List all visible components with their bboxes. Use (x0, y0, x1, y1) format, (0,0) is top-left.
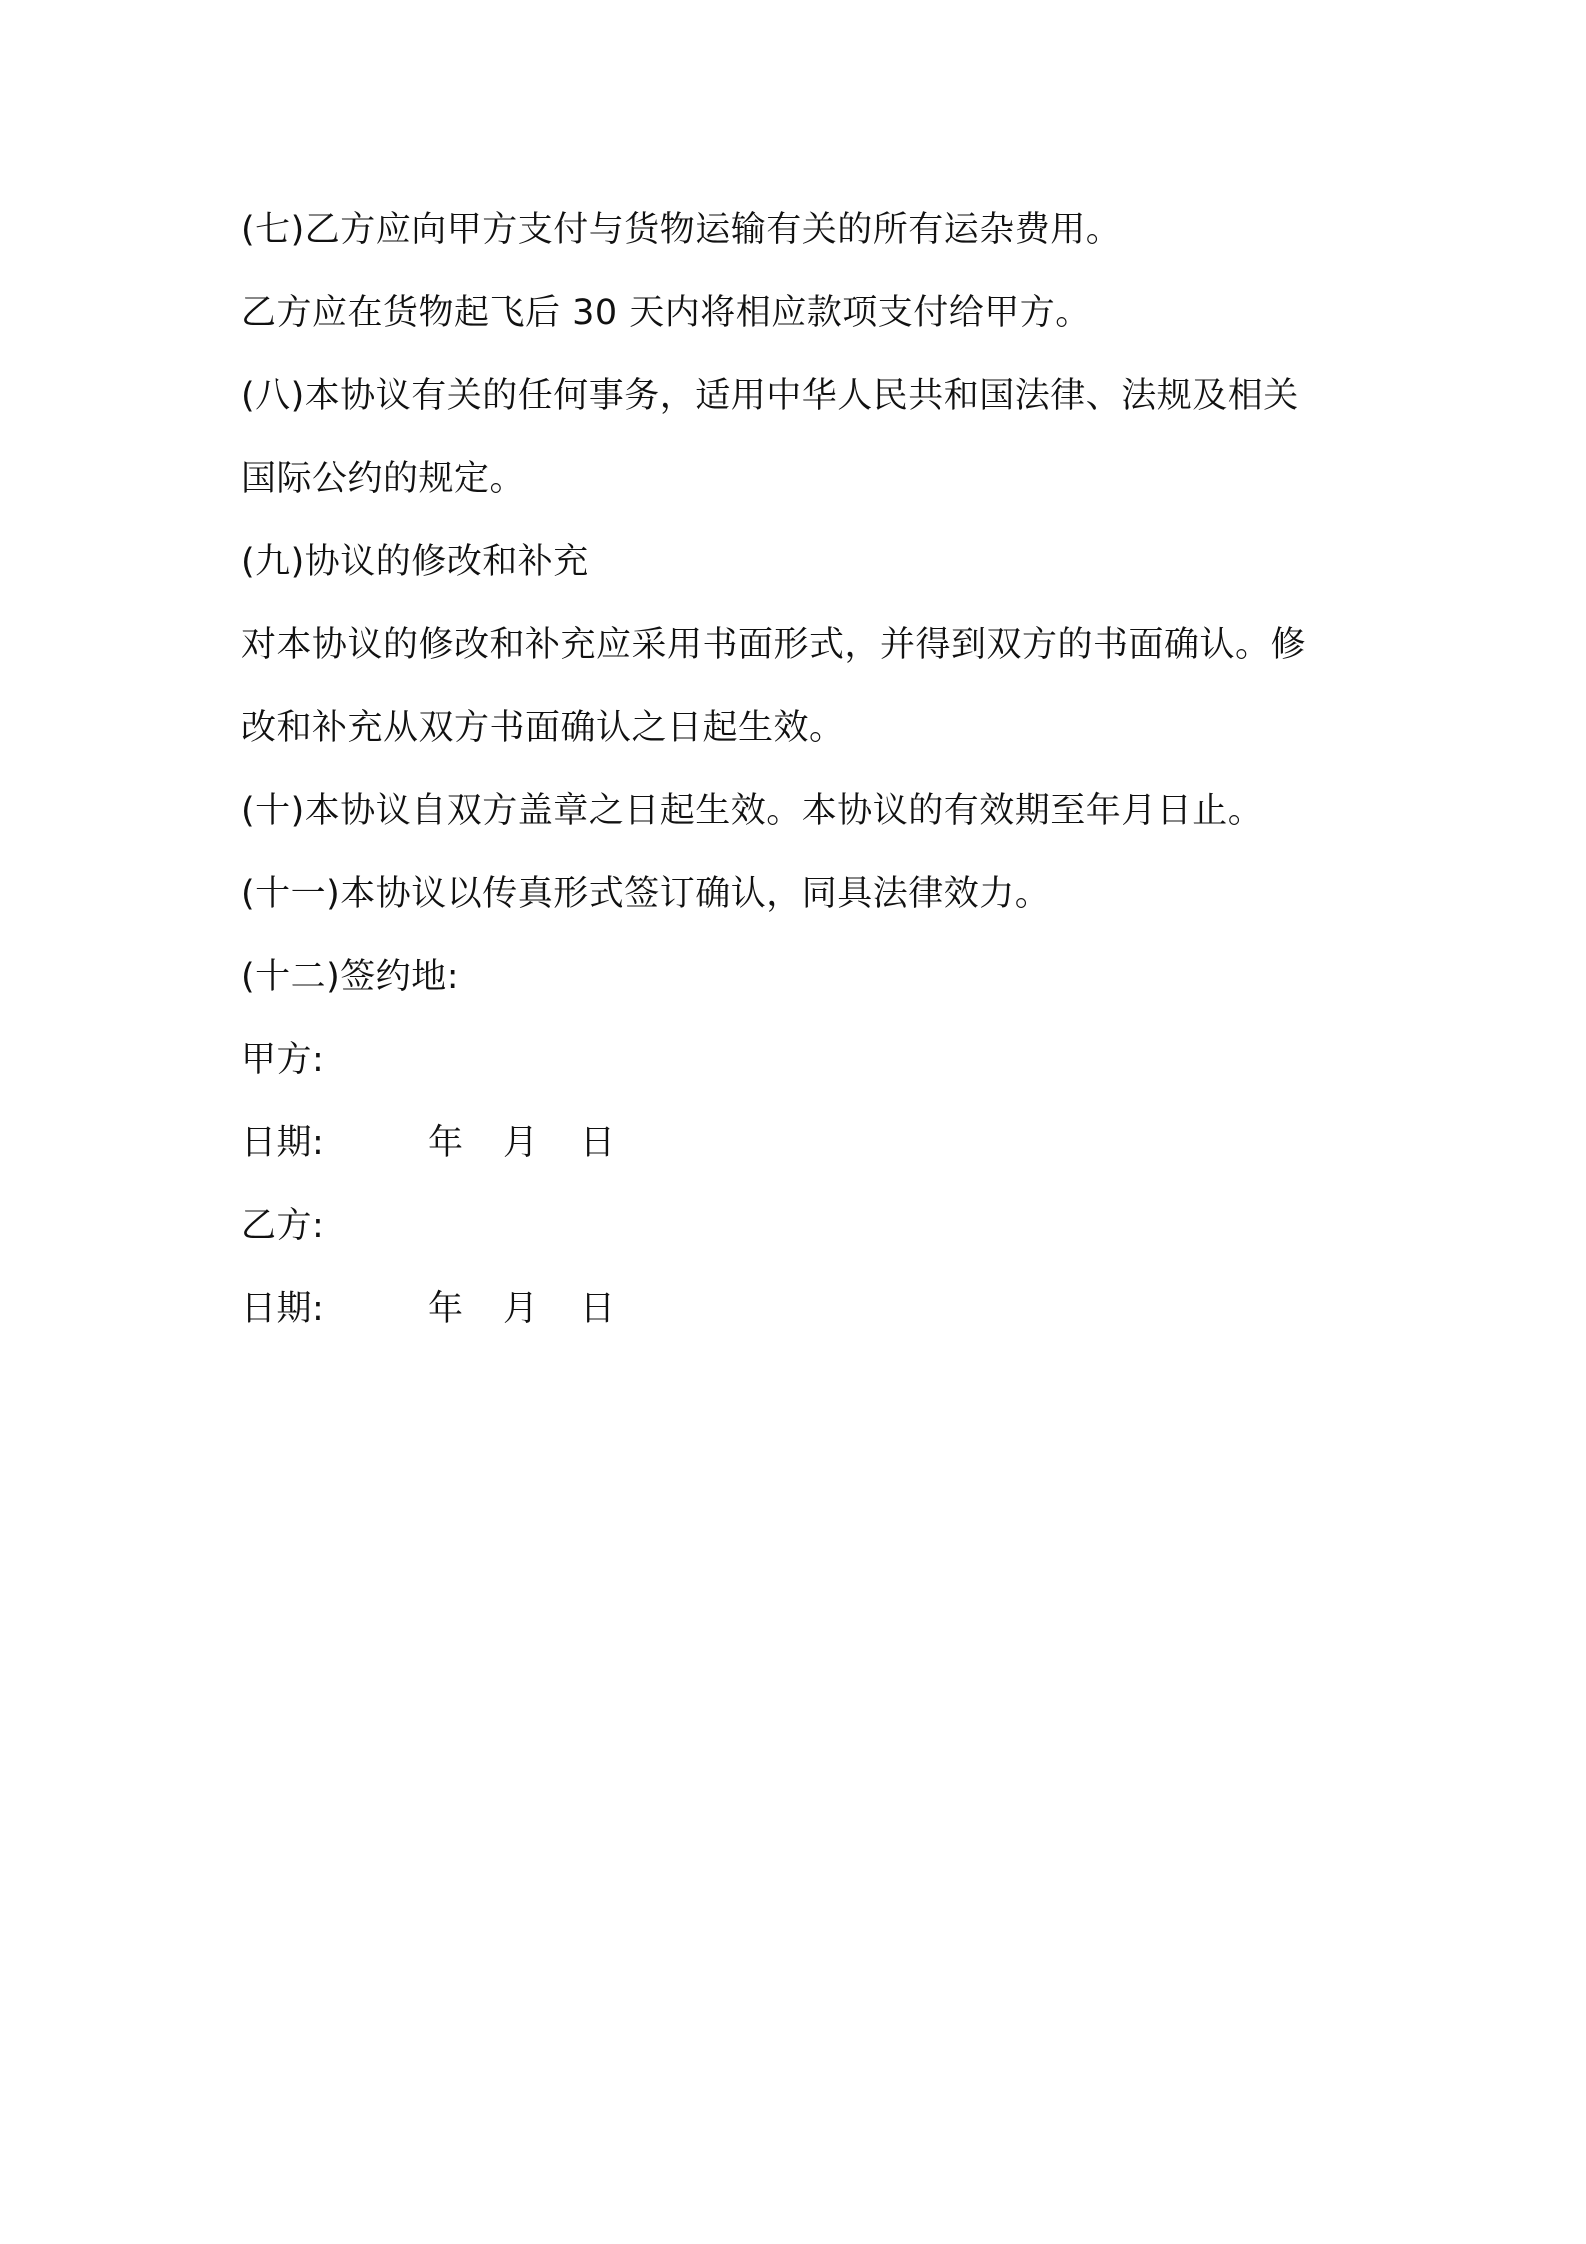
clause-8-continued: 国际公约的规定。 (241, 459, 526, 499)
clause-9-heading: (九)协议的修改和补充 (241, 542, 589, 582)
party-a-date-label: 日期: (241, 1123, 325, 1163)
party-a-date-row (241, 1113, 1371, 1196)
party-b-date-label: 日期: (241, 1289, 325, 1329)
clause-7: (七)乙方应向甲方支付与货物运输有关的所有运杂费用。 (241, 210, 1122, 250)
clause-7-payment-term: 乙方应在货物起飞后 30 天内将相应款项支付给甲方。 (241, 293, 1091, 333)
party-a-month-label: 月 (503, 1123, 539, 1163)
party-b-day-label: 日 (580, 1289, 616, 1329)
clause-9-text: 对本协议的修改和补充应采用书面形式，并得到双方的书面确认。修 (241, 625, 1307, 665)
party-a-year-label: 年 (428, 1123, 464, 1163)
party-a-day-label: 日 (580, 1123, 616, 1163)
party-b-month-label: 月 (503, 1289, 539, 1329)
party-b-date-row (241, 1279, 1371, 1362)
clause-9-continued: 改和补充从双方书面确认之日起生效。 (241, 708, 845, 748)
party-b-year-label: 年 (428, 1289, 464, 1329)
party-a-label: 甲方: (241, 1040, 325, 1080)
clause-8: (八)本协议有关的任何事务，适用中华人民共和国法律、法规及相关 (241, 376, 1299, 416)
clause-11: (十一)本协议以传真形式签订确认，同具法律效力。 (241, 874, 1051, 914)
document-body (241, 200, 1371, 1362)
party-b-label: 乙方: (241, 1206, 325, 1246)
clause-10: (十)本协议自双方盖章之日起生效。本协议的有效期至年月日止。 (241, 791, 1264, 831)
clause-12-signing-place: (十二)签约地: (241, 957, 460, 997)
